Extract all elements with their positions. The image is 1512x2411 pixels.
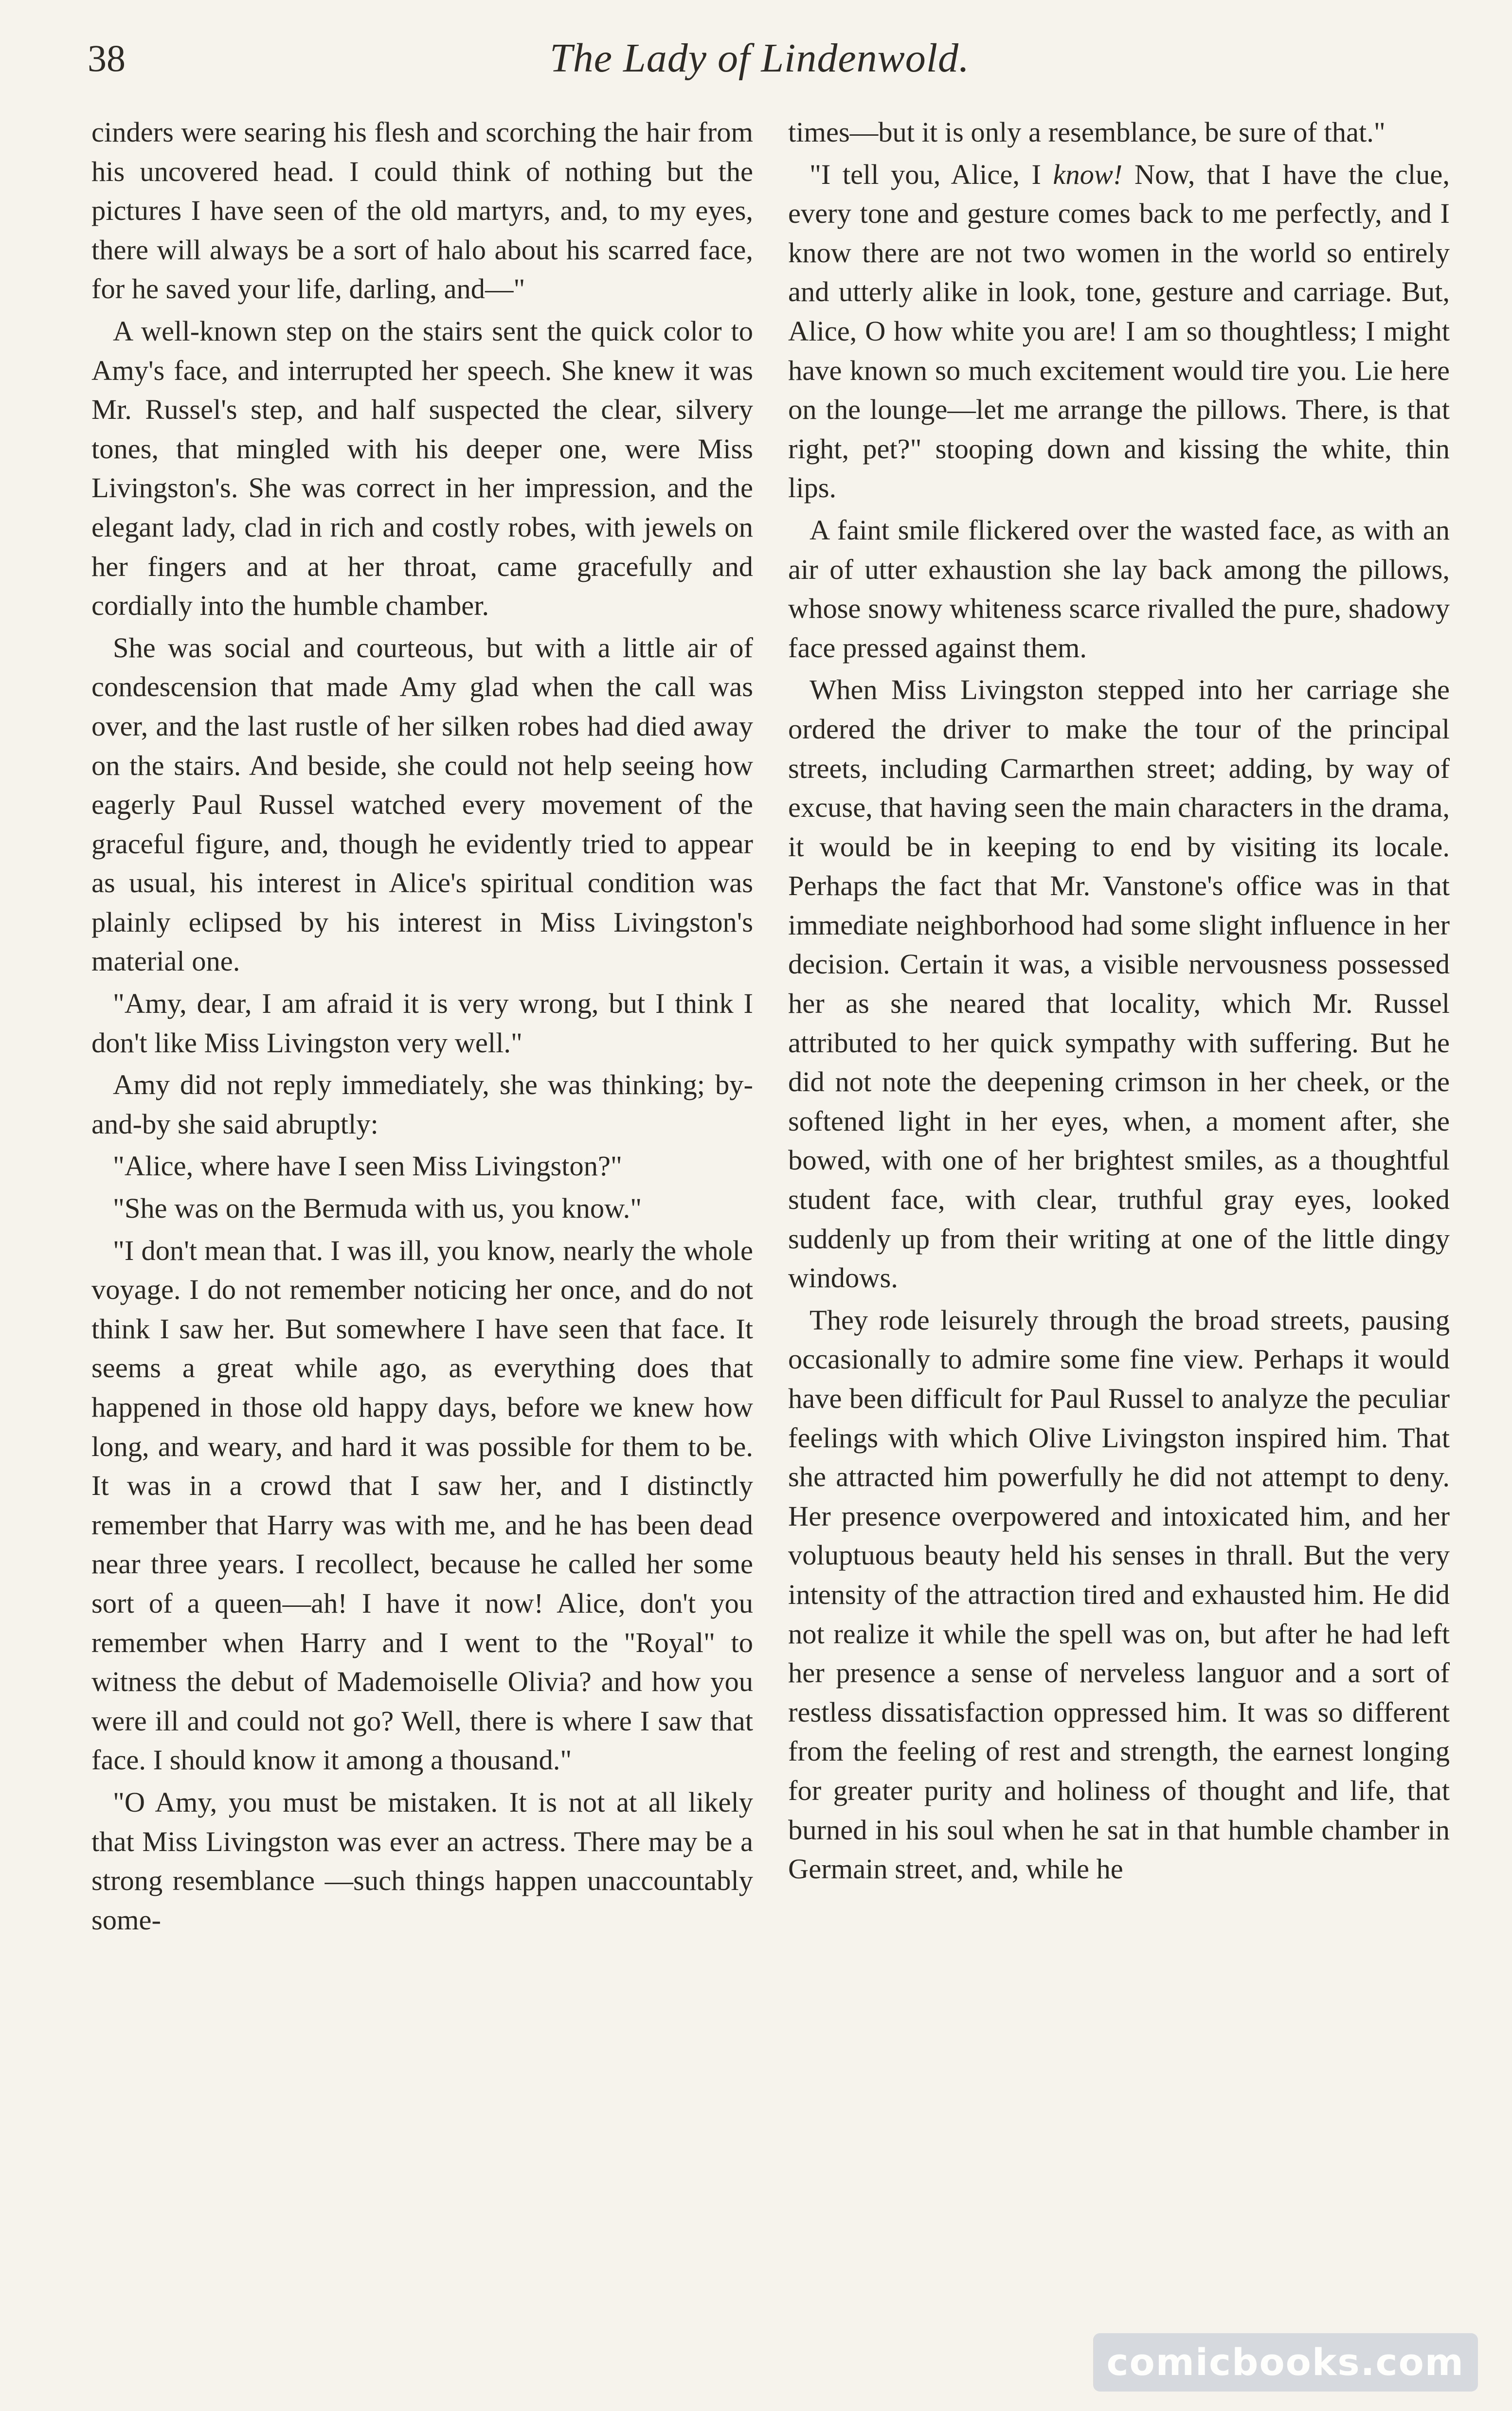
paragraph: A well-known step on the stairs sent the quick color to Amy's face, and interrupted her speech. She knew it was Mr. Russel's step, and half suspected the clear, silvery tones, that mingled with his deeper one, were Miss Livingston's. She was correct in her impression, and the elegant lady, clad in rich and costly robes, with jewels on her fingers and at her throat, came gracefully and cordially into the humble chamber. bbox=[91, 315, 753, 622]
paragraph: times—but it is only a resemblance, be sure of that." bbox=[788, 116, 1386, 148]
left-column bbox=[91, 113, 753, 2370]
paragraph: She was social and courteous, but with a little air of condescension that made Amy glad when the call was over, and the last rustle of her silken robes had died away on the stairs. And beside, she could not help seeing how eagerly Paul Russel watched every movement of the graceful figure, and, though he evidently tried to appear as usual, his interest in Alice's spiritual condition was plainly eclipsed by his interest in Miss Livingston's material one. bbox=[91, 631, 753, 977]
page-number: 38 bbox=[88, 37, 126, 79]
page-header bbox=[88, 29, 1469, 88]
paragraph: Amy did not reply immediately, she was thinking; by-and-by she said abruptly: bbox=[91, 1069, 753, 1140]
paragraph: "Amy, dear, I am afraid it is very wrong, but I think I don't like Miss Livingston very well." bbox=[91, 988, 753, 1059]
running-title: The Lady of Lindenwold. bbox=[550, 36, 970, 81]
paragraph: When Miss Livingston stepped into her carriage she ordered the driver to make the tour of the principal streets, including Carmarthen street; adding, by way of excuse, that having seen the main characters in the drama, it would be in keeping to end by visiting its locale. Perhaps the fact that Mr. Vanstone's office was in that immediate neighborhood had some slight influence in her decision. Certain it was, a visible nervousness possessed her as she neared that locality, which Mr. Russel attributed to her quick sympathy with suffering. But he did not note the deepening crimson in her cheek, or the softened light in her eyes, when, a moment after, she bowed, with one of her brightest smiles, as a thoughtful student face, with clear, truthful gray eyes, looked suddenly up from their writing at one of the little dingy windows. bbox=[788, 674, 1450, 1294]
paragraph bbox=[788, 155, 1450, 508]
paragraph: "O Amy, you must be mistaken. It is not at all likely that Miss Livingston was ever an actress. There may be a strong resemblance —such things happen unaccountably some- bbox=[91, 1786, 753, 1936]
paragraph: "She was on the Bermuda with us, you know." bbox=[113, 1192, 642, 1224]
paragraph: cinders were searing his flesh and scorching the hair from his uncovered head. I could think of nothing but the pictures I have seen of the old martyrs, and, to my eyes, there will always be a sort of halo about his scarred face, for he saved your life, darling, and—" bbox=[91, 116, 753, 305]
watermark-logo: comicbooks.com bbox=[1093, 2333, 1478, 2392]
paragraph: A faint smile flickered over the wasted face, as with an air of utter exhaustion she lay back among the pillows, whose snowy whiteness scarce rivalled the pure, shadowy face pressed against them. bbox=[788, 514, 1450, 664]
emphasized-text: know! bbox=[1053, 158, 1123, 190]
paragraph: "I don't mean that. I was ill, you know, nearly the whole voyage. I do not remember noticing her once, and do not think I saw her. But somewhere I have seen that face. It seems a great while ago, as everything does that happened in those old happy days, before we knew how long, and weary, and hard it was possible for them to be. It was in a crowd that I saw her, and I distinctly remember that Harry was with me, and he has been dead near three years. I recollect, because he called her some sort of a queen—ah! I have it now! Alice, don't you remember when Harry and I went to the "Royal" to witness the debut of Mademoiselle Olivia? and how you were ill and could not go? Well, there is where I saw that face. I should know it among a thousand." bbox=[91, 1234, 753, 1776]
paragraph: "Alice, where have I seen Miss Livingston?" bbox=[113, 1150, 622, 1182]
paragraph-text: Now, that I have the clue, every tone and gesture comes back to me perfectly, and I know there are not two women in the world so entirely and utterly alike in look, tone, gesture and carriage. But, Alice, O how white you are! I am so thoughtless; I might have known so much excitement would tire you. Lie here on the lounge—let me arrange the pillows. There, is that right, pet?" stooping down and kissing the white, thin lips. bbox=[788, 158, 1450, 504]
paragraph: They rode leisurely through the broad streets, pausing occasionally to admire some fine view. Perhaps it would have been difficult for Paul Russel to analyze the peculiar feelings with which Olive Livingston inspired him. That she attracted him powerfully he did not attempt to deny. Her presence overpowered and intoxicated him, and her voluptuous beauty held his senses in thrall. But the very intensity of the attraction tired and exhausted him. He did not realize it while the spell was on, but after he had left her presence a sense of nerveless languor and a sort of restless dissatisfaction oppressed him. It was so different from the feeling of rest and strength, the earnest longing for greater purity and holiness of thought and life, that burned in his soul when he sat in that humble chamber in Germain street, and, while he bbox=[788, 1304, 1450, 1885]
paragraph-text: "I tell you, Alice, I bbox=[810, 158, 1053, 190]
right-column bbox=[788, 113, 1450, 2370]
